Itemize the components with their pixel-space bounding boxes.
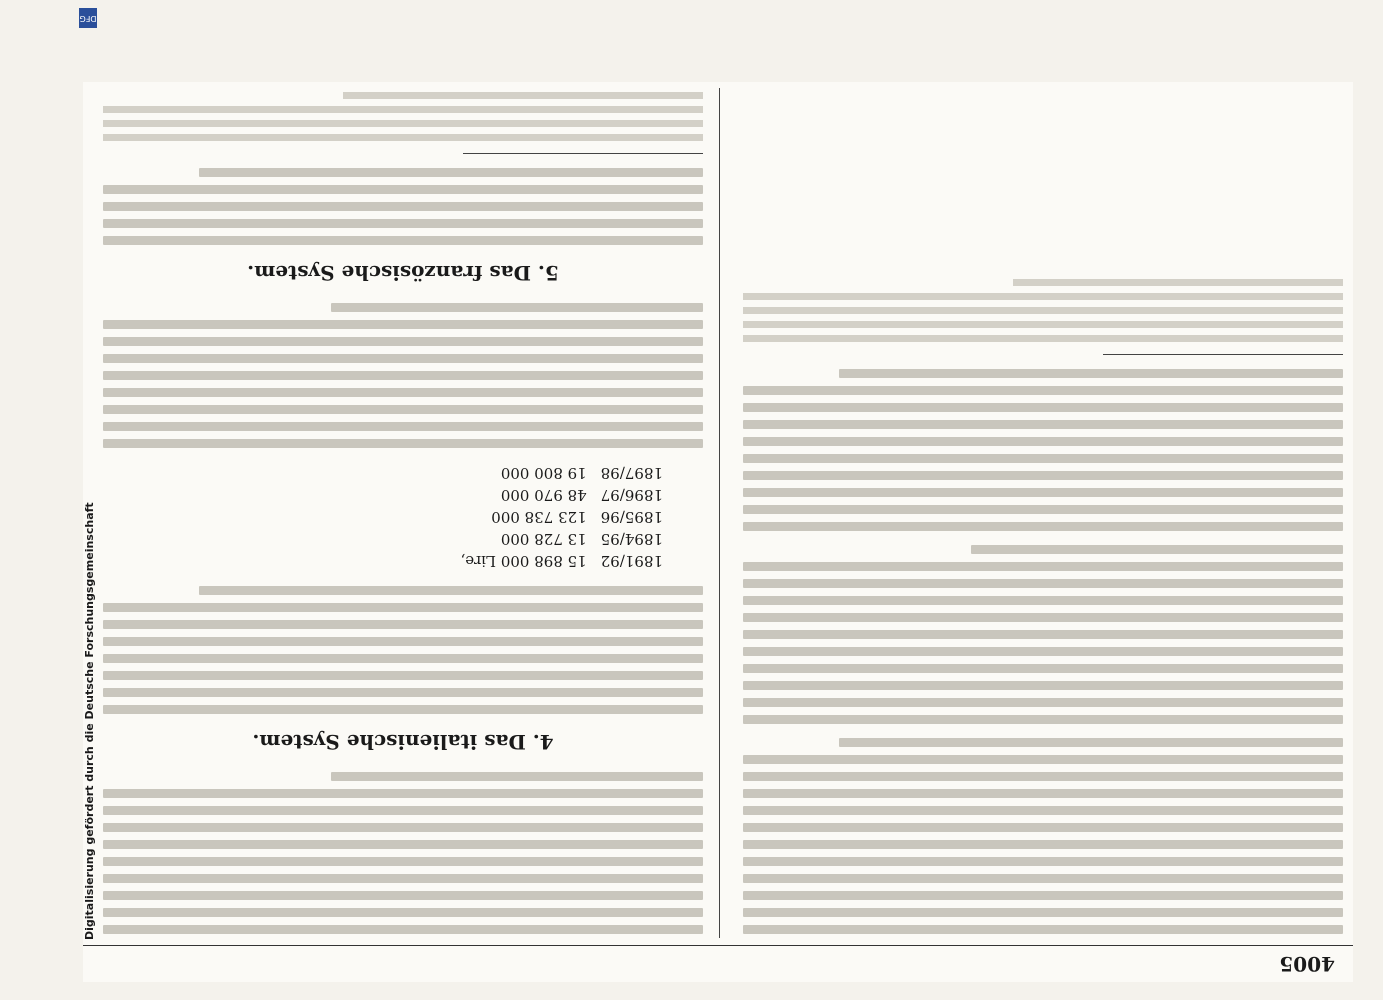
body-paragraph — [743, 738, 1343, 934]
table-cell-period: 1895/96 — [600, 508, 663, 526]
body-paragraph — [103, 772, 703, 934]
body-paragraph — [103, 303, 703, 448]
section-heading-french: 5. Das französische System. — [247, 261, 559, 285]
body-paragraph — [103, 168, 703, 245]
table-cell-period: 1896/97 — [600, 486, 663, 504]
table-row — [446, 484, 663, 506]
digitization-note: Digitalisierung gefördert durch die Deutsche Forschungsgemeinschaft — [83, 502, 96, 940]
page-number: 4005 — [1279, 952, 1335, 976]
body-paragraph — [103, 586, 703, 714]
italy-colony-table — [446, 462, 663, 572]
table-cell-amount: 48 970 000 — [500, 486, 587, 504]
footnotes — [743, 279, 1343, 342]
dfg-logo-icon: DFG — [79, 8, 97, 28]
table-row — [446, 550, 663, 572]
table-cell-amount: 19 800 000 — [500, 464, 587, 482]
table-cell-amount: 123 738 000 — [491, 508, 587, 526]
table-cell-amount: 15 898 000 Lire, — [460, 552, 587, 570]
table-row — [446, 528, 663, 550]
left-column — [743, 94, 1343, 934]
column-divider — [719, 88, 720, 938]
section-heading-italian: 4. Das italienische System. — [252, 730, 554, 754]
table-cell-period: 1894/95 — [600, 530, 663, 548]
document-sheet — [83, 82, 1353, 982]
footnotes — [103, 92, 703, 141]
body-paragraph — [743, 545, 1343, 724]
footnote-rule — [463, 153, 703, 154]
table-row — [446, 462, 663, 484]
table-row — [446, 506, 663, 528]
table-cell-period: 1897/98 — [600, 464, 663, 482]
table-cell-period: 1891/92 — [600, 552, 663, 570]
table-cell-amount: 13 728 000 — [500, 530, 587, 548]
footnote-rule — [1103, 354, 1343, 355]
body-paragraph — [743, 369, 1343, 531]
page-header — [83, 945, 1353, 982]
right-column — [103, 94, 703, 934]
